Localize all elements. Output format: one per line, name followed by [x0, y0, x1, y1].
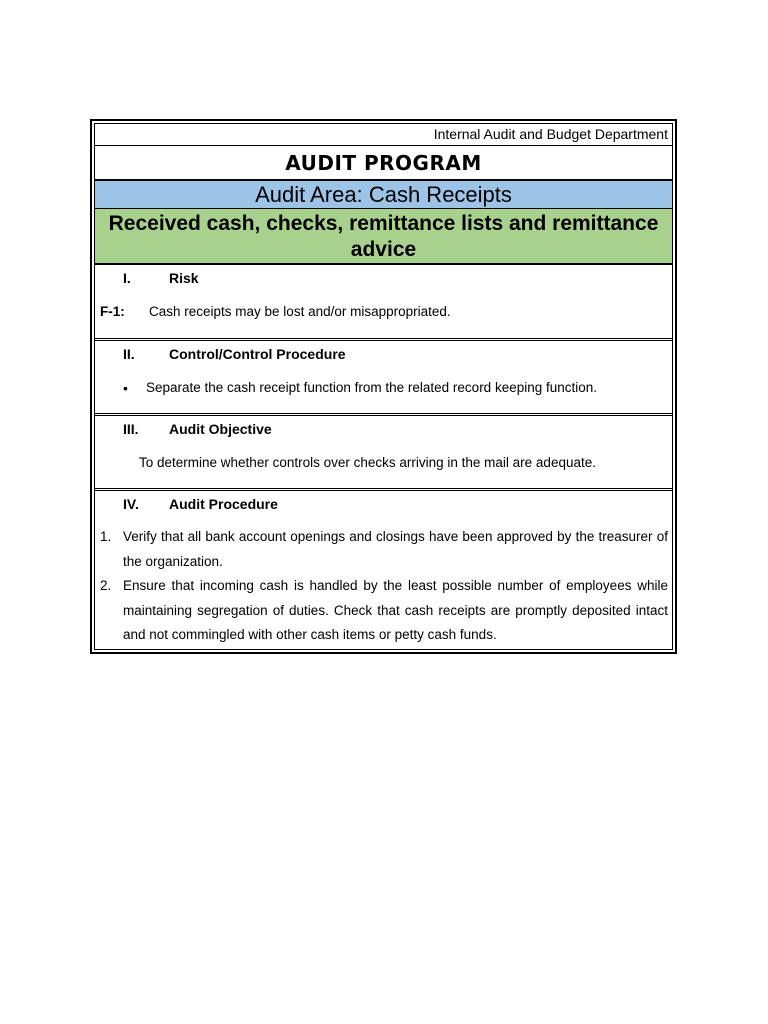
procedure-title: Audit Procedure [169, 496, 278, 512]
procedure-item-text: Ensure that incoming cash is handled by the least possible number of employees while maintaining segregation of duties. Check that cash receipts are promptly deposited intact and not commingled with other cash items or petty cash funds. [123, 578, 668, 642]
document-title [95, 146, 672, 181]
objective-title: Audit Objective [169, 421, 272, 437]
procedure-item-number: 2. [100, 578, 112, 593]
procedure-item [95, 525, 672, 574]
audit-area-text: Audit Area: Cash Receipts [255, 182, 512, 207]
objective-section [95, 416, 672, 491]
objective-heading [123, 420, 272, 438]
control-heading [123, 345, 346, 363]
control-section [95, 341, 672, 416]
audit-subtitle-text: Received cash, checks, remittance lists and remittance advice [108, 212, 659, 261]
objective-text: To determine whether controls over checks arriving in the mail are adequate. [139, 455, 596, 470]
procedure-heading [123, 495, 278, 513]
procedure-number: IV. [123, 496, 139, 512]
audit-program-table [90, 119, 677, 654]
objective-number: III. [123, 421, 139, 437]
audit-program-table-inner [94, 123, 673, 650]
control-title: Control/Control Procedure [169, 346, 346, 362]
procedure-list [95, 525, 672, 648]
audit-subtitle-banner [95, 209, 672, 265]
risk-number: I. [123, 270, 131, 286]
department-header [95, 124, 672, 146]
procedure-item-number: 1. [100, 529, 112, 544]
risk-section [95, 265, 672, 341]
audit-area-banner [95, 181, 672, 209]
bullet-icon: • [123, 380, 128, 396]
department-name: Internal Audit and Budget Department [433, 126, 668, 142]
procedure-item-text: Verify that all bank account openings and closings have been approved by the treasurer of the organization. [123, 529, 668, 569]
risk-text: Cash receipts may be lost and/or misappropriated. [149, 304, 451, 319]
control-number: II. [123, 346, 135, 362]
procedure-item [95, 574, 672, 648]
risk-title: Risk [169, 270, 199, 286]
document-title-text: AUDIT PROGRAM [285, 151, 482, 175]
risk-heading [123, 269, 199, 287]
control-text: Separate the cash receipt function from the related record keeping function. [146, 380, 598, 395]
procedure-section [95, 491, 672, 649]
risk-reference: F-1: [100, 304, 125, 319]
